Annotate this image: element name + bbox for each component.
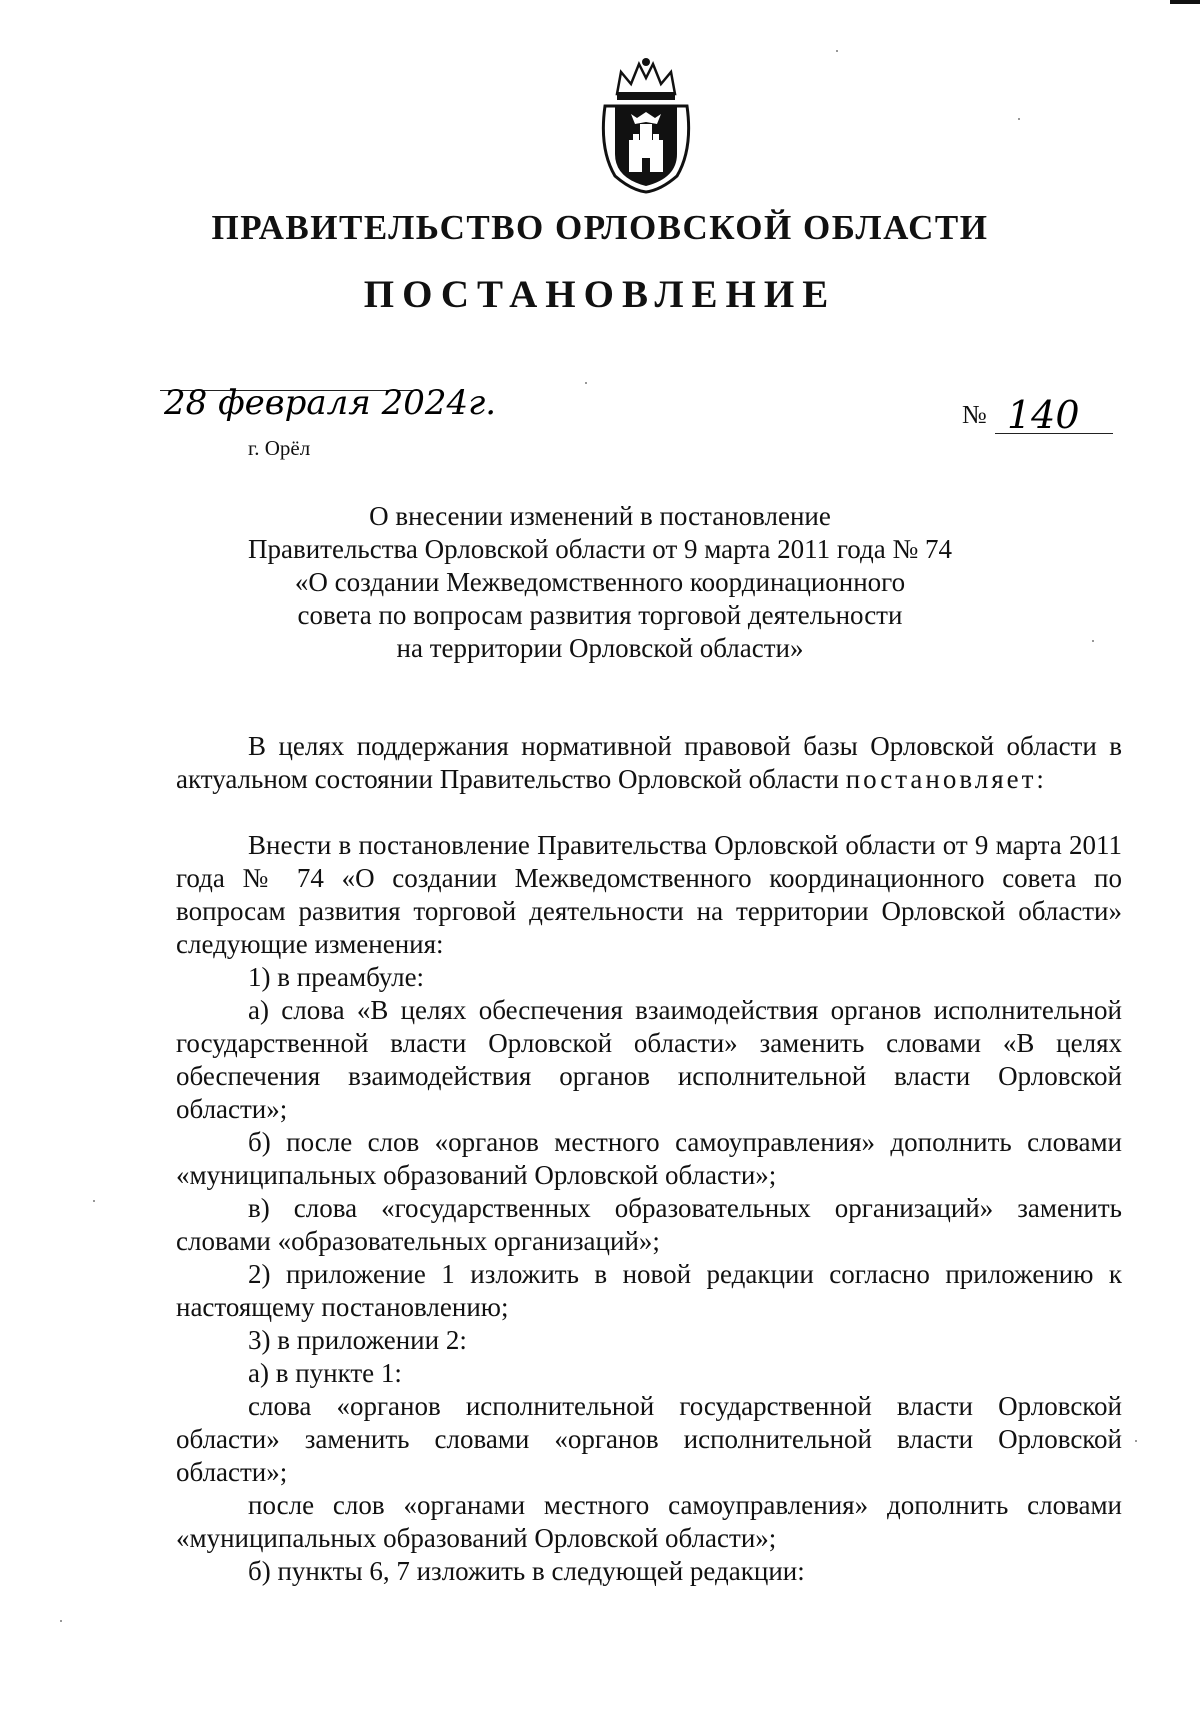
document-type-title: ПОСТАНОВЛЕНИЕ xyxy=(363,273,837,316)
subject-line: «О создании Межведомственного координационного xyxy=(294,567,906,597)
body-paragraph: б) после слов «органов местного самоуправления» дополнить словами «муниципальных образований Орловской области»; xyxy=(176,1127,1122,1190)
number-sign: № xyxy=(962,400,987,429)
handwritten-date xyxy=(164,378,504,450)
subject-line: Правительства Орловской области от 9 марта 2011 года № 74 xyxy=(248,534,952,564)
subject-line: О внесении изменений в постановление xyxy=(369,501,831,531)
scan-speck xyxy=(1135,1440,1137,1442)
body-paragraph: в) слова «государственных образовательных организаций» заменить словами «образовательных организаций»; xyxy=(176,1193,1122,1256)
body-paragraph: 3) в приложении 2: xyxy=(248,1325,467,1355)
body-paragraph: а) слова «В целях обеспечения взаимодействия органов исполнительной государственной власти Орловской области» заменить словами «В целях обеспечения взаимодействия органов исполнительной власти Орловской области»; xyxy=(176,995,1122,1124)
body-paragraph: Внести в постановление Правительства Орловской области от 9 марта 2011 года № 74 «О создании Межведомственного координационного совета по вопросам развития торговой деятельности на территории Орловской области» следующие изменения: xyxy=(176,830,1122,959)
subject-line: на территории Орловской области» xyxy=(396,633,804,663)
body-paragraph: а) в пункте 1: xyxy=(248,1358,402,1388)
body-paragraph: слова «органов исполнительной государственной власти Орловской области» заменить словами «органов исполнительной власти Орловской области»; xyxy=(176,1391,1122,1487)
body-paragraph: после слов «органами местного самоуправления» дополнить словами «муниципальных образований Орловской области»; xyxy=(176,1490,1122,1553)
scan-edge-mark xyxy=(1170,0,1200,4)
scan-speck xyxy=(60,1620,62,1622)
coat-of-arms-emblem xyxy=(595,54,697,194)
handwritten-number xyxy=(1003,386,1103,442)
preamble-paragraph xyxy=(176,730,1122,796)
svg-text:140: 140 xyxy=(1007,393,1080,437)
government-title: ПРАВИТЕЛЬСТВО ОРЛОВСКОЙ ОБЛАСТИ xyxy=(211,208,989,247)
preamble-verb: постановляет: xyxy=(845,764,1047,794)
body-paragraph: б) пункты 6, 7 изложить в следующей редакции: xyxy=(248,1556,805,1586)
body-paragraph: 2) приложение 1 изложить в новой редакции согласно приложению к настоящему постановлению; xyxy=(176,1259,1122,1322)
body-paragraph: 1) в преамбуле: xyxy=(248,962,425,992)
scan-speck xyxy=(836,50,838,52)
svg-text:28 февраля 2024г.: 28 февраля 2024г. xyxy=(164,383,497,423)
scan-speck xyxy=(93,1200,95,1202)
scan-speck xyxy=(585,382,587,384)
scan-speck xyxy=(1092,640,1094,642)
document-body xyxy=(176,730,1122,1588)
document-subject xyxy=(0,500,1200,665)
scan-speck xyxy=(1018,118,1020,120)
subject-line: совета по вопросам развития торговой деятельности xyxy=(297,600,903,630)
city-label: г. Орёл xyxy=(248,436,311,460)
preamble-text: В целях поддержания нормативной правовой базы Орловской области в актуальном состоянии Правительство Орловской области xyxy=(176,731,1122,794)
